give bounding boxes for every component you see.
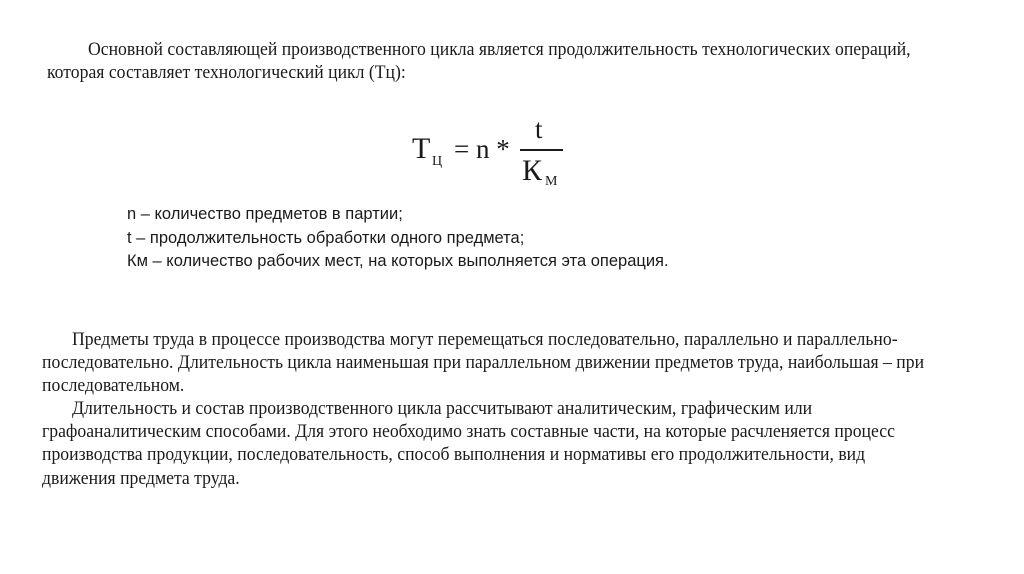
definition-km: Км – количество рабочих мест, на которых выполняется эта операция. [127,252,669,270]
formula-denominator-sub: М [545,174,558,189]
body-line: графоаналитическим способами. Для этого необходимо знать составные части, на которые расчленяется процесс [42,421,895,442]
intro-line: Основной составляющей производственного цикла является продолжительность технологических операций, [88,39,911,60]
formula-denominator: К [522,154,543,187]
formula-equals-n: = n * [454,134,510,164]
body-line: Предметы труда в процессе производства могут перемещаться последовательно, параллельно и параллельно- [72,329,898,350]
body-line: последовательном. [42,375,185,396]
body-line: движения предмета труда. [42,468,240,489]
body-line: Длительность и состав производственного цикла рассчитывают аналитическим, графическим или [72,398,813,419]
formula-lhs-sub: Ц [432,154,443,169]
intro-line: которая составляет технологический цикл (Тц): [47,62,406,83]
formula-numerator: t [535,114,543,144]
body-line: последовательно. Длительность цикла наименьшая при параллельном движении предметов труда, наибольшая – при [42,352,925,373]
definition-n: n – количество предметов в партии; [127,205,403,223]
definition-t: t – продолжительность обработки одного предмета; [127,229,525,247]
formula-lhs: Т [412,132,431,165]
body-line: производства продукции, последовательность, способ выполнения и нормативы его продолжительности, вид [42,444,866,465]
fraction-bar [520,149,563,151]
